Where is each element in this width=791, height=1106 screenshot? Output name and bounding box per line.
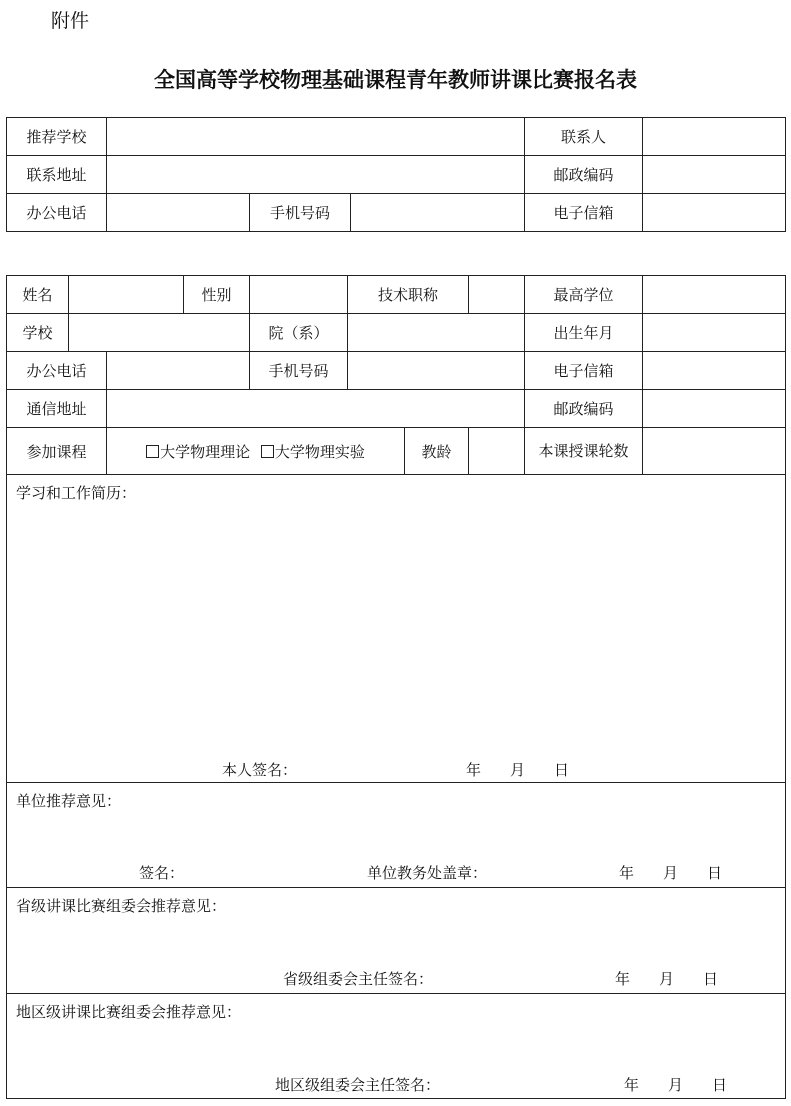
school-postal-code-label: 邮政编码 bbox=[525, 156, 643, 194]
region-label: 地区级讲课比赛组委会推荐意见： bbox=[16, 1003, 242, 1021]
experiment-checkbox[interactable] bbox=[261, 445, 274, 458]
province-year: 年 bbox=[615, 970, 631, 988]
mail-address-label: 通信地址 bbox=[7, 390, 107, 428]
birth-field[interactable] bbox=[643, 314, 786, 352]
unit-sign-label: 签名： bbox=[139, 864, 185, 882]
school-mobile-field[interactable] bbox=[351, 194, 525, 232]
course-options bbox=[107, 428, 405, 475]
province-label: 省级讲课比赛组委会推荐意见： bbox=[16, 897, 227, 915]
resume-section[interactable] bbox=[7, 475, 786, 783]
teacher-info-table bbox=[6, 275, 786, 1099]
experiment-option-label: 大学物理实验 bbox=[274, 442, 365, 461]
title-label: 技术职称 bbox=[348, 276, 469, 314]
contact-person-field[interactable] bbox=[643, 118, 786, 156]
school-postal-code-field[interactable] bbox=[643, 156, 786, 194]
school-info-table bbox=[6, 117, 786, 232]
contact-address-field[interactable] bbox=[107, 156, 525, 194]
attachment-label: 附件 bbox=[51, 10, 90, 32]
teaching-years-label: 教龄 bbox=[405, 428, 469, 475]
theory-option-label: 大学物理理论 bbox=[160, 442, 251, 461]
province-day: 日 bbox=[703, 970, 719, 988]
school-field[interactable] bbox=[69, 314, 250, 352]
birth-label: 出生年月 bbox=[525, 314, 643, 352]
rounds-label: 本课授课轮数 bbox=[525, 428, 643, 475]
province-sign-label: 省级组委会主任签名： bbox=[283, 970, 434, 988]
contact-address-label: 联系地址 bbox=[7, 156, 107, 194]
region-section[interactable] bbox=[7, 994, 786, 1099]
email-field[interactable] bbox=[643, 352, 786, 390]
province-section[interactable] bbox=[7, 888, 786, 994]
name-label: 姓名 bbox=[7, 276, 69, 314]
office-phone-field[interactable] bbox=[107, 352, 250, 390]
degree-field[interactable] bbox=[643, 276, 786, 314]
form-title: 全国高等学校物理基础课程青年教师讲课比赛报名表 bbox=[154, 68, 637, 92]
gender-label: 性别 bbox=[184, 276, 250, 314]
degree-label: 最高学位 bbox=[525, 276, 643, 314]
unit-year: 年 bbox=[619, 864, 635, 882]
school-office-phone-field[interactable] bbox=[107, 194, 250, 232]
rounds-field[interactable] bbox=[643, 428, 786, 475]
resume-day: 日 bbox=[554, 761, 570, 779]
title-field[interactable] bbox=[469, 276, 525, 314]
mobile-label: 手机号码 bbox=[250, 352, 348, 390]
unit-month: 月 bbox=[663, 864, 679, 882]
resume-year: 年 bbox=[466, 761, 482, 779]
region-year: 年 bbox=[624, 1076, 640, 1094]
unit-label: 单位推荐意见： bbox=[16, 792, 122, 810]
resume-label: 学习和工作简历： bbox=[16, 484, 137, 502]
province-month: 月 bbox=[659, 970, 675, 988]
unit-section[interactable] bbox=[7, 783, 786, 888]
teaching-years-field[interactable] bbox=[469, 428, 525, 475]
postal-code-field[interactable] bbox=[643, 390, 786, 428]
region-sign-label: 地区级组委会主任签名： bbox=[275, 1076, 441, 1094]
resume-sign-label: 本人签名： bbox=[222, 761, 298, 779]
email-label: 电子信箱 bbox=[525, 352, 643, 390]
department-field[interactable] bbox=[348, 314, 525, 352]
theory-checkbox[interactable] bbox=[146, 445, 159, 458]
region-month: 月 bbox=[668, 1076, 684, 1094]
recommend-school-field[interactable] bbox=[107, 118, 525, 156]
unit-seal-label: 单位教务处盖章： bbox=[367, 864, 488, 882]
school-email-label: 电子信箱 bbox=[525, 194, 643, 232]
contact-person-label: 联系人 bbox=[525, 118, 643, 156]
school-office-phone-label: 办公电话 bbox=[7, 194, 107, 232]
gender-field[interactable] bbox=[250, 276, 348, 314]
resume-month: 月 bbox=[510, 761, 526, 779]
unit-day: 日 bbox=[707, 864, 723, 882]
office-phone-label: 办公电话 bbox=[7, 352, 107, 390]
name-field[interactable] bbox=[69, 276, 184, 314]
postal-code-label: 邮政编码 bbox=[525, 390, 643, 428]
school-mobile-label: 手机号码 bbox=[250, 194, 351, 232]
mobile-field[interactable] bbox=[348, 352, 525, 390]
school-label: 学校 bbox=[7, 314, 69, 352]
region-day: 日 bbox=[712, 1076, 728, 1094]
school-email-field[interactable] bbox=[643, 194, 786, 232]
mail-address-field[interactable] bbox=[107, 390, 525, 428]
recommend-school-label: 推荐学校 bbox=[7, 118, 107, 156]
course-label: 参加课程 bbox=[7, 428, 107, 475]
department-label: 院（系） bbox=[250, 314, 348, 352]
